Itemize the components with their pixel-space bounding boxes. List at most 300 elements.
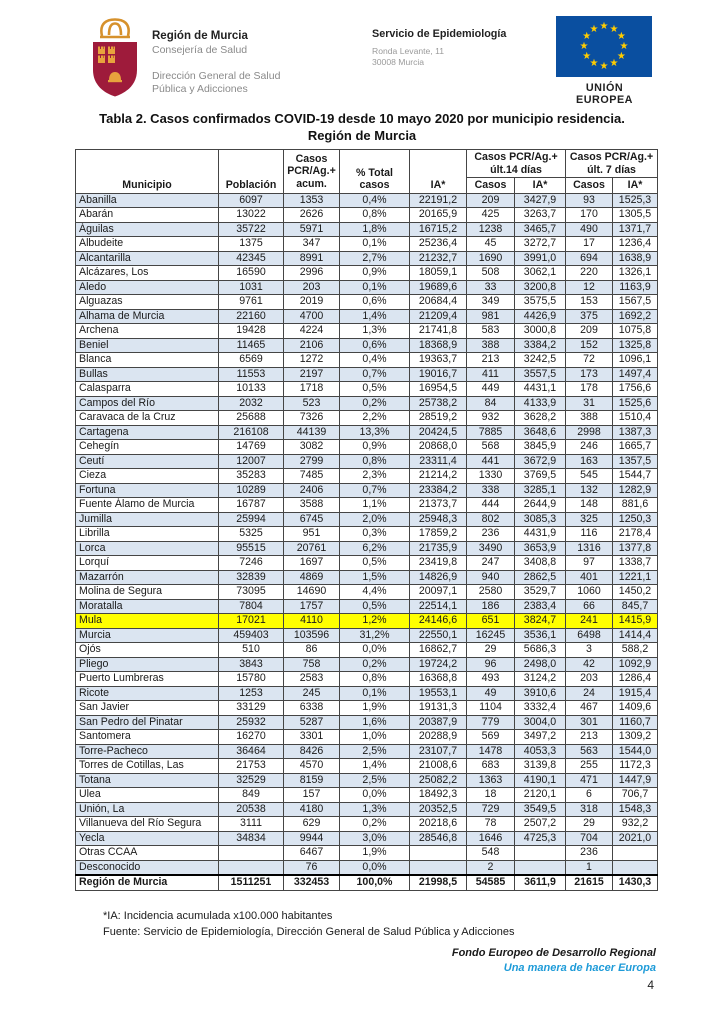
cell-value: 23419,8 [410,556,467,571]
cell-value: 42 [566,657,613,672]
table-row [76,556,658,571]
cell-value: 1,9% [340,846,410,861]
cell-value: 1,3% [340,802,410,817]
cell-value: 3263,7 [515,208,566,223]
cell-value: 1525,3 [613,193,658,208]
cell-value: 4133,9 [515,396,566,411]
cell-value: 10133 [219,382,284,397]
cell-value: 1236,4 [613,237,658,252]
cell-value: 1272 [284,353,340,368]
cell-municipio: Abarán [76,208,219,223]
cell-value: 2799 [284,454,340,469]
cell-value: 490 [566,222,613,237]
cell-value: 20868,0 [410,440,467,455]
star-icon: ★ [582,51,592,62]
cell-value: 16368,8 [410,672,467,687]
cell-value: 425 [467,208,515,223]
cell-value: 14690 [284,585,340,600]
cell-value: 0,1% [340,237,410,252]
cell-value: 1253 [219,686,284,701]
table-row [76,541,658,556]
cell-value: 3549,5 [515,802,566,817]
cell-value: 318 [566,802,613,817]
table-row [76,744,658,759]
cell-value [515,846,566,861]
eu-flag-icon [556,16,652,77]
cell-value: 1375 [219,237,284,252]
service-address-line2: 30008 Murcia [372,56,425,67]
star-icon: ★ [589,58,599,70]
cell-value: 1031 [219,280,284,295]
cell-value: 5287 [284,715,340,730]
cell-value: 545 [566,469,613,484]
cell-municipio: Bullas [76,367,219,382]
cell-value: 1756,6 [613,382,658,397]
cell-value: 78 [467,817,515,832]
cell-value: 213 [566,730,613,745]
cell-municipio: San Pedro del Pinatar [76,715,219,730]
star-icon: ★ [579,41,589,52]
cell-value: 24146,6 [410,614,467,629]
cell-value: 0,9% [340,440,410,455]
cell-value: 20218,6 [410,817,467,832]
cell-value: 1160,7 [613,715,658,730]
cell-value: 20288,9 [410,730,467,745]
cell-value: 16954,5 [410,382,467,397]
cell-value: 3000,8 [515,324,566,339]
col-header-ia-7d: IA* [613,178,658,194]
cell-value: 18368,9 [410,338,467,353]
service-name: Servicio de Epidemiología [372,28,507,40]
cell-value: 1075,8 [613,324,658,339]
cell-value: 881,6 [613,498,658,513]
cell-municipio: San Javier [76,701,219,716]
cell-value: 21008,6 [410,759,467,774]
cell-value: 8426 [284,744,340,759]
cell-value: 1286,4 [613,672,658,687]
cell-value: 96 [467,657,515,672]
table-row [76,643,658,658]
cell-value: 1450,2 [613,585,658,600]
cell-value: 10289 [219,483,284,498]
cell-value: 19428 [219,324,284,339]
cell-value: 7885 [467,425,515,440]
cell-value: 4431,9 [515,527,566,542]
cell-value: 2626 [284,208,340,223]
cell-value [410,860,467,875]
cell-value: 255 [566,759,613,774]
cell-value: 444 [467,498,515,513]
cell-value: 0,2% [340,817,410,832]
cell-value: 563 [566,744,613,759]
cell-value [410,846,467,861]
cell-value: 19016,7 [410,367,467,382]
cell-value: 1,6% [340,715,410,730]
cell-value: 54585 [467,875,515,890]
cell-value: 20538 [219,802,284,817]
cell-value: 2032 [219,396,284,411]
cell-value: 1357,5 [613,454,658,469]
star-icon: ★ [609,23,619,35]
cell-municipio: Ojós [76,643,219,658]
cell-municipio: Alcantarilla [76,251,219,266]
cell-value: 20761 [284,541,340,556]
cell-value: 132 [566,483,613,498]
table-row [76,570,658,585]
cell-value: 3557,5 [515,367,566,382]
cell-value: 72 [566,353,613,368]
org-directorate: Dirección General de Salud Pública y Adicciones [152,70,281,95]
star-icon: ★ [599,61,609,72]
cell-value: 1353 [284,193,340,208]
cell-value: 23107,7 [410,744,467,759]
cell-value: 241 [566,614,613,629]
cell-value: 95515 [219,541,284,556]
cell-value: 25932 [219,715,284,730]
cell-value: 849 [219,788,284,803]
cell-value: 245 [284,686,340,701]
cell-value: 24 [566,686,613,701]
star-icon: ★ [609,58,619,70]
cell-value: 6467 [284,846,340,861]
cell-municipio: Puerto Lumbreras [76,672,219,687]
cell-value: 14826,9 [410,570,467,585]
cell-municipio: Aledo [76,280,219,295]
star-icon: ★ [589,23,599,35]
cell-municipio: Desconocido [76,860,219,875]
cell-value: 388 [566,411,613,426]
cell-value: 2,0% [340,512,410,527]
cell-value: 2,3% [340,469,410,484]
cell-municipio: Mula [76,614,219,629]
cell-value: 467 [566,701,613,716]
cell-value: 103596 [284,628,340,643]
cell-value: 170 [566,208,613,223]
cell-value: 583 [467,324,515,339]
cell-value: 0,8% [340,208,410,223]
table-row [76,599,658,614]
cell-value: 523 [284,396,340,411]
cell-value: 802 [467,512,515,527]
table-row [76,280,658,295]
table-row [76,788,658,803]
cell-value: 16787 [219,498,284,513]
cell-value: 0,5% [340,556,410,571]
cell-value: 247 [467,556,515,571]
cell-value: 0,9% [340,266,410,281]
cell-value: 22191,2 [410,193,467,208]
col-header-casos-14d: Casos [467,178,515,194]
cell-value: 11553 [219,367,284,382]
cell-value: 213 [467,353,515,368]
cell-municipio: Totana [76,773,219,788]
region-murcia-logo [88,16,322,102]
cell-value: 7804 [219,599,284,614]
cell-value: 1238 [467,222,515,237]
cell-municipio: Cehegín [76,440,219,455]
table-row [76,614,658,629]
cell-value: 3272,7 [515,237,566,252]
cell-value: 203 [284,280,340,295]
service-address-line1: Ronda Levante, 11 [372,46,444,56]
cell-value: 651 [467,614,515,629]
cell-value: 1 [566,860,613,875]
cell-municipio: Calasparra [76,382,219,397]
cell-value: 19689,6 [410,280,467,295]
cell-value: 17021 [219,614,284,629]
table-row [76,309,658,324]
cell-value: 2498,0 [515,657,566,672]
table-row [76,193,658,208]
table-row [76,846,658,861]
cell-municipio: Murcia [76,628,219,643]
cell-value: 3497,2 [515,730,566,745]
cell-municipio: Blanca [76,353,219,368]
cell-value: 20684,4 [410,295,467,310]
table-row [76,222,658,237]
col-header-casos-7d: Casos [566,178,613,194]
cell-value [219,846,284,861]
cell-value: 3062,1 [515,266,566,281]
table-row [76,715,658,730]
cell-municipio: Jumilla [76,512,219,527]
table-row [76,266,658,281]
cell-value: 0,8% [340,672,410,687]
cell-value: 411 [467,367,515,382]
cell-value: 35722 [219,222,284,237]
cell-value: 1544,7 [613,469,658,484]
cell-value: 36464 [219,744,284,759]
col-header-casos-acum: Casos PCR/Ag.+ acum. [284,150,340,194]
cell-value: 33 [467,280,515,295]
cell-value [219,860,284,875]
table-row [76,512,658,527]
cell-value: 1221,1 [613,570,658,585]
cell-value: 1447,9 [613,773,658,788]
cell-value: 20165,9 [410,208,467,223]
cell-value: 21209,4 [410,309,467,324]
table-row [76,237,658,252]
cell-value: 1430,3 [613,875,658,890]
cell-value: 1692,2 [613,309,658,324]
cell-value: 629 [284,817,340,832]
cell-value: 932,2 [613,817,658,832]
cell-value: 4110 [284,614,340,629]
cell-value: 16590 [219,266,284,281]
service-address [372,46,506,67]
table-row [76,527,658,542]
cell-value: 4180 [284,802,340,817]
cell-value: 44139 [284,425,340,440]
table-row [76,411,658,426]
cell-municipio: Ricote [76,686,219,701]
cell-value: 220 [566,266,613,281]
cell-value: 1510,4 [613,411,658,426]
cell-value: 1104 [467,701,515,716]
table-row [76,860,658,875]
cell-value: 3653,9 [515,541,566,556]
cell-value: 86 [284,643,340,658]
cell-value: 17 [566,237,613,252]
cell-value: 21735,9 [410,541,467,556]
col-header-municipio: Municipio [76,150,219,194]
cell-value: 2996 [284,266,340,281]
cell-value: 1326,1 [613,266,658,281]
cell-value: 1,4% [340,309,410,324]
cell-value: 2120,1 [515,788,566,803]
cell-value: 301 [566,715,613,730]
cell-municipio: Villanueva del Río Segura [76,817,219,832]
cell-municipio: Águilas [76,222,219,237]
cell-value: 6498 [566,628,613,643]
table-row [76,251,658,266]
cell-value: 16245 [467,628,515,643]
cell-value: 951 [284,527,340,542]
cell-municipio: Alcázares, Los [76,266,219,281]
cell-municipio: Otras CCAA [76,846,219,861]
cell-value: 845,7 [613,599,658,614]
cell-value: 3588 [284,498,340,513]
cell-value: 25948,3 [410,512,467,527]
col-group-7d: Casos PCR/Ag.+ últ. 7 días [566,150,658,178]
cell-value: 25688 [219,411,284,426]
cell-municipio: Ceutí [76,454,219,469]
table-row [76,498,658,513]
cell-value: 93 [566,193,613,208]
cell-value: 1,5% [340,570,410,585]
cell-value: 14769 [219,440,284,455]
cell-value: 1915,4 [613,686,658,701]
cell-value: 8159 [284,773,340,788]
table-row [76,396,658,411]
cell-value: 1478 [467,744,515,759]
cell-value: 22160 [219,309,284,324]
cell-value: 3575,5 [515,295,566,310]
cell-value: 3301 [284,730,340,745]
cell-value: 981 [467,309,515,324]
cell-municipio: Ulea [76,788,219,803]
cell-value: 42345 [219,251,284,266]
cell-value: 32839 [219,570,284,585]
cell-value: 3200,8 [515,280,566,295]
table-row [76,701,658,716]
cell-municipio: Alhama de Murcia [76,309,219,324]
cell-value: 2,5% [340,773,410,788]
cell-value: 25738,2 [410,396,467,411]
cell-value: 3672,9 [515,454,566,469]
cell-value: 32529 [219,773,284,788]
cell-value: 932 [467,411,515,426]
cell-value: 34834 [219,831,284,846]
cell-value: 0,1% [340,280,410,295]
cell-value: 729 [467,802,515,817]
cell-value: 0,5% [340,599,410,614]
cell-value: 1,9% [340,701,410,716]
cell-value: 471 [566,773,613,788]
cell-value: 173 [566,367,613,382]
cell-value: 1363 [467,773,515,788]
cell-value: 1497,4 [613,367,658,382]
table-row [76,831,658,846]
cell-value: 4431,1 [515,382,566,397]
covid-municipality-table [75,149,658,891]
cell-value: 9944 [284,831,340,846]
cell-value: 21373,7 [410,498,467,513]
cell-value: 338 [467,483,515,498]
cell-value: 20424,5 [410,425,467,440]
cell-value: 13,3% [340,425,410,440]
table-row [76,367,658,382]
cell-value: 3769,5 [515,469,566,484]
footer [452,946,656,975]
cell-value: 25994 [219,512,284,527]
cell-value: 21741,8 [410,324,467,339]
cell-value: 0,4% [340,353,410,368]
cell-value: 8991 [284,251,340,266]
cell-value: 25082,2 [410,773,467,788]
cell-value: 236 [467,527,515,542]
cell-value: 0,6% [340,338,410,353]
cell-value: 153 [566,295,613,310]
cell-value: 2406 [284,483,340,498]
table-row [76,686,658,701]
cell-value: 332453 [284,875,340,890]
cell-value: 2,5% [340,744,410,759]
cell-municipio: Librilla [76,527,219,542]
table-row [76,672,658,687]
cell-value: 148 [566,498,613,513]
cell-value: 2,2% [340,411,410,426]
cell-value: 163 [566,454,613,469]
table-row [76,425,658,440]
cell-value: 588,2 [613,643,658,658]
cell-value: 116 [566,527,613,542]
table-row [76,802,658,817]
cell-value: 28519,2 [410,411,467,426]
cell-municipio: Fortuna [76,483,219,498]
cell-value: 4053,3 [515,744,566,759]
table-row [76,353,658,368]
table-row [76,338,658,353]
cell-value: 15780 [219,672,284,687]
cell-value: 1305,5 [613,208,658,223]
cell-value: 568 [467,440,515,455]
table-total-row [76,875,658,890]
cell-value: 3465,7 [515,222,566,237]
cell-value: 13022 [219,208,284,223]
cell-value: 1409,6 [613,701,658,716]
cell-value: 20352,5 [410,802,467,817]
table-body [76,193,658,890]
footer-fund-name: Fondo Europeo de Desarrollo Regional [451,947,656,959]
cell-value: 152 [566,338,613,353]
cell-value: 1,0% [340,730,410,745]
cell-value: 3490 [467,541,515,556]
cell-value: 2,7% [340,251,410,266]
cell-value: 21998,5 [410,875,467,890]
cell-value: 19363,7 [410,353,467,368]
cell-value: 33129 [219,701,284,716]
table-title-line1: Tabla 2. Casos confirmados COVID-19 desde 10 mayo 2020 por municipio residencia. [99,111,625,126]
cell-value: 0,0% [340,860,410,875]
cell-value: 21753 [219,759,284,774]
cell-value: 22550,1 [410,628,467,643]
cell-municipio: Abanilla [76,193,219,208]
cell-value: 29 [467,643,515,658]
cell-value: 157 [284,788,340,803]
cell-value: 97 [566,556,613,571]
table-row [76,295,658,310]
